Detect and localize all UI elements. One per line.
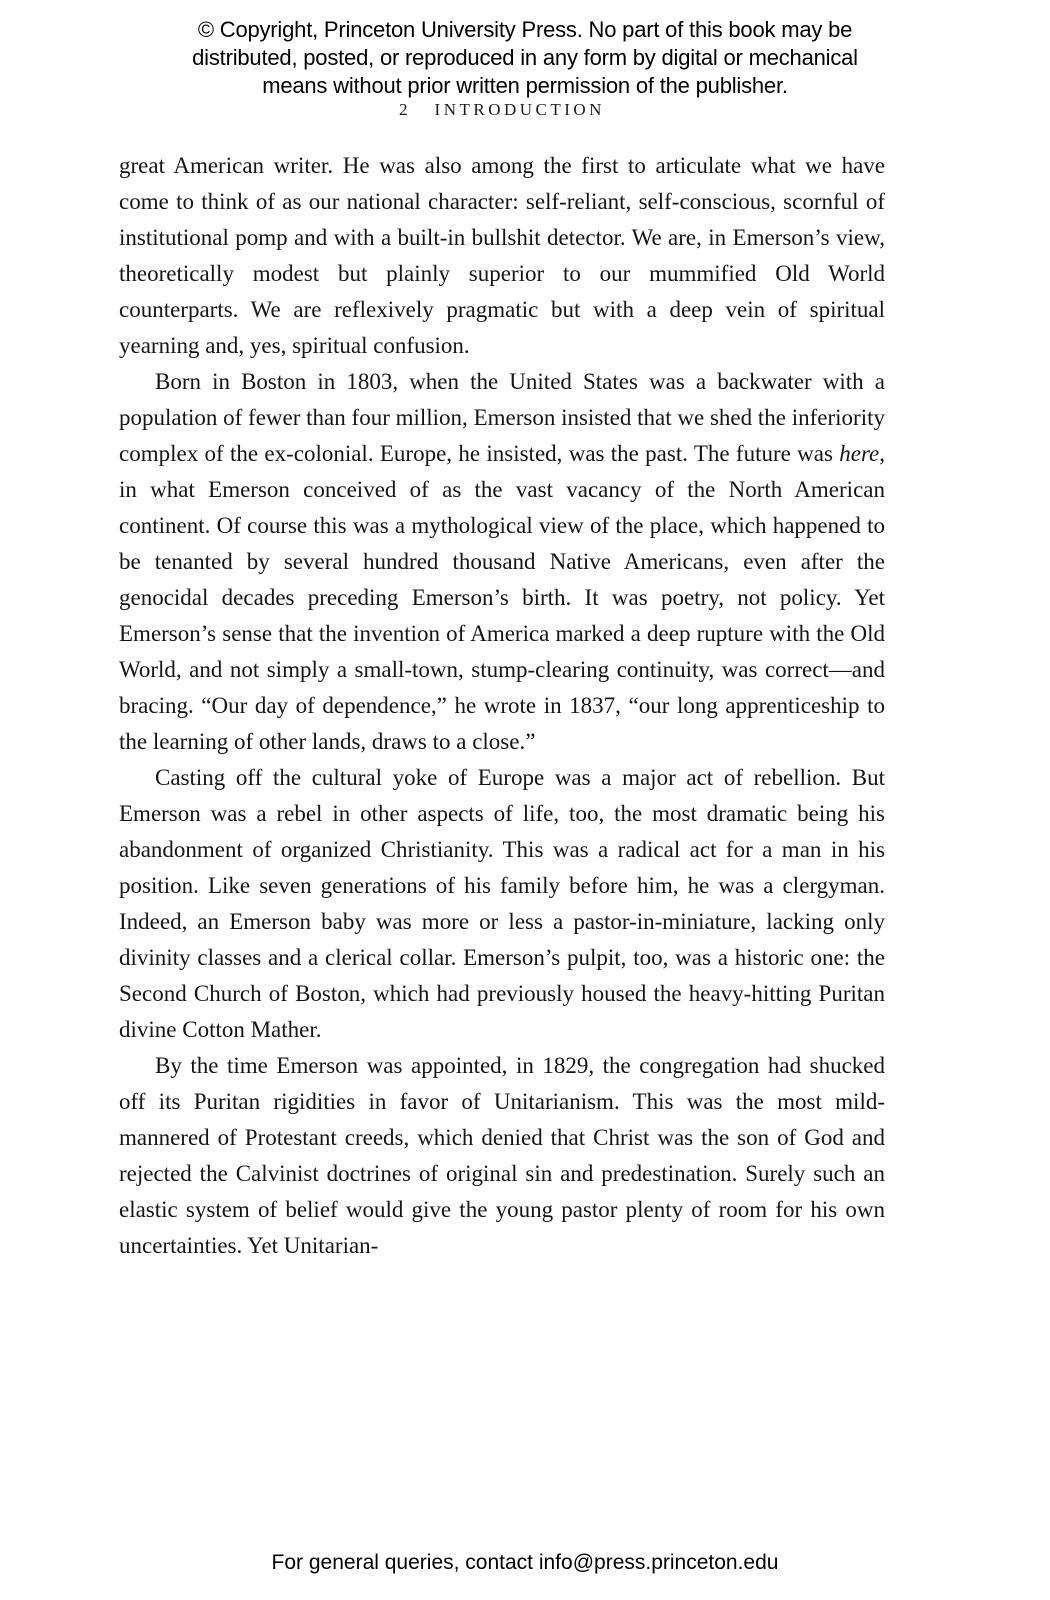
text-run: Born in Boston in 1803, when the United States was a backwater with a population of fewer than four million, Emerson insisted that we shed the inferiority complex of the ex-colonial. Europe, he insisted, was the past. The future was [119, 369, 885, 466]
text-run: Casting off the cultural yoke of Europe was a major act of rebellion. But Emerson was a rebel in other aspects of life, too, the most dramatic being his abandonment of organized Christianity. This was a radical act for a man in his position. Like seven generations of his family before him, he was a clergyman. Indeed, an Emerson baby was more or less a pastor-in-miniature, lacking only divinity classes and a clerical collar. Emerson’s pulpit, too, was a historic one: the Second Church of Boston, which had previously housed the heavy-hitting Puritan divine Cotton Mather. [119, 765, 885, 1042]
running-head [119, 100, 885, 120]
copyright-line: distributed, posted, or reproduced in any form by digital or mechanical [192, 45, 858, 70]
italic-text: here [839, 441, 880, 466]
text-run: great American writer. He was also among the first to articulate what we have come to think of as our national character: self-reliant, self-conscious, scornful of institutional pomp and with a built-in bullshit detector. We are, in Emerson’s view, theoretically modest but plainly superior to our mummified Old World counterparts. We are reflexively pragmatic but with a deep vein of spiritual yearning and, yes, spiritual confusion. [119, 153, 885, 358]
copyright-line: © Copyright, Princeton University Press. No part of this book may be [197, 17, 853, 42]
paragraph [119, 760, 885, 1048]
paragraph [119, 364, 885, 760]
copyright-line: means without prior written permission of the publisher. [262, 73, 788, 98]
paragraph [119, 148, 885, 364]
paragraph [119, 1048, 885, 1264]
copyright-notice [0, 16, 1050, 100]
text-run: , in what Emerson conceived of as the vast vacancy of the North American continent. Of course this was a mythological view of the place, which happened to be tenanted by several hundred thousand Native Americans, even after the genocidal decades preceding Emerson’s birth. It was poetry, not policy. Yet Emerson’s sense that the invention of America marked a deep rupture with the Old World, and not simply a small-town, stump-clearing continuity, was correct—and bracing. “Our day of dependence,” he wrote in 1837, “our long apprenticeship to the learning of other lands, draws to a close.” [119, 441, 885, 754]
text-run: By the time Emerson was appointed, in 1829, the congregation had shucked off its Puritan rigidities in favor of Unitarianism. This was the most mild-mannered of Protestant creeds, which denied that Christ was the son of God and rejected the Calvinist doctrines of original sin and predestination. Surely such an elastic system of belief would give the young pastor plenty of room for his own uncertainties. Yet Unitarian- [119, 1053, 885, 1258]
page-number: 2 [399, 100, 409, 119]
footer-contact: For general queries, contact info@press.princeton.edu [271, 1551, 779, 1574]
section-title: INTRODUCTION [434, 100, 605, 119]
body-text [119, 148, 885, 1264]
